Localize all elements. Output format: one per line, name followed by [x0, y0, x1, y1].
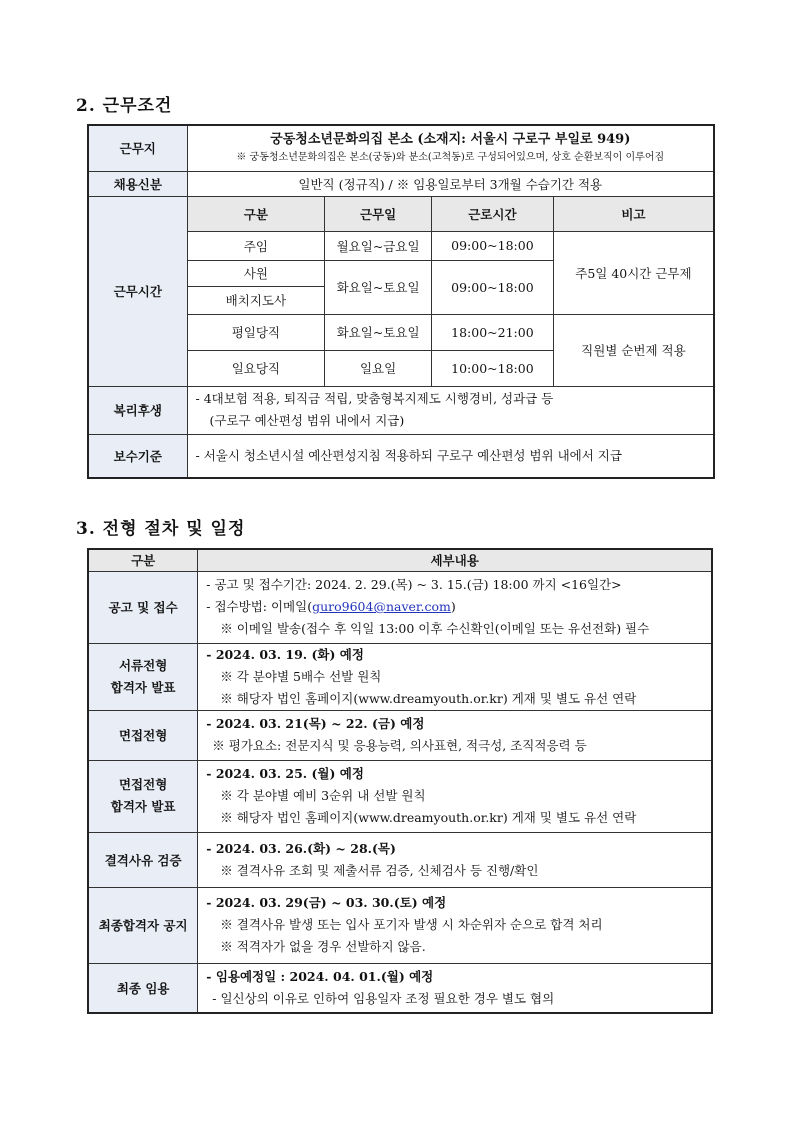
days-cell: 화요일~토요일: [325, 314, 432, 350]
workplace-main: 궁동청소년문화의집 본소 (소재지: 서울시 구로구 부일로 949): [270, 132, 631, 148]
selection-schedule-table: [87, 548, 713, 1014]
workplace-cell: [187, 125, 714, 171]
detail-line: ※ 해당자 법인 홈페이지(www.dreamyouth.or.kr) 게재 및 별도 유선 연락: [220, 690, 637, 706]
header-type: 구분: [88, 549, 198, 571]
hours-header-note: 비고: [553, 196, 714, 231]
days-cell: 월요일~금요일: [325, 231, 432, 260]
pay-value: - 서울시 청소년시설 예산편성지침 적용하되 구로구 예산편성 범위 내에서 지급: [187, 434, 714, 478]
step-label: 면접전형: [88, 710, 198, 760]
workplace-label: 근무지: [88, 125, 187, 171]
step-label: 면접전형 합격자 발표: [88, 760, 198, 832]
detail-line: ※ 각 분야별 예비 3순위 내 선발 원칙: [220, 788, 426, 803]
pay-label: 보수기준: [88, 434, 187, 478]
detail-line: ※ 평가요소: 전문지식 및 응용능력, 의사표현, 적극성, 조직적응력 등: [212, 738, 587, 753]
detail-line: - 2024. 03. 21(목) ~ 22. (금) 예정: [206, 716, 425, 731]
step-label: 공고 및 접수: [88, 571, 198, 643]
section-3-title: 3. 전형 절차 및 일정: [76, 519, 246, 539]
detail-line: ※ 해당자 법인 홈페이지(www.dreamyouth.or.kr) 게재 및 별도 유선 연락: [220, 810, 637, 825]
step-detail: [198, 963, 712, 1013]
time-cell: 10:00~18:00: [431, 350, 553, 386]
role-cell: 배치지도사: [187, 286, 325, 314]
step-detail: [198, 710, 712, 760]
role-cell: 평일당직: [187, 314, 325, 350]
step-label: 최종 임용: [88, 963, 198, 1013]
step-detail: [198, 832, 712, 887]
detail-line: - 2024. 03. 29(금) ~ 03. 30.(토) 예정: [206, 895, 447, 910]
employment-value: 일반직 (정규직) / ※ 임용일로부터 3개월 수습기간 적용: [187, 171, 714, 196]
detail-line: - 접수방법: 이메일(guro9604@naver.com): [206, 599, 456, 614]
detail-line: ※ 결격사유 발생 또는 입사 포기자 발생 시 차순위자 순으로 합격 처리: [220, 917, 603, 932]
step-detail: [198, 887, 712, 963]
welfare-label: 복리후생: [88, 386, 187, 434]
detail-line: ※ 결격사유 조회 및 제출서류 검증, 신체검사 등 진행/확인: [220, 862, 539, 878]
step-detail: [198, 571, 712, 643]
detail-line: - 2024. 03. 19. (화) 예정: [206, 646, 364, 662]
step-label: 결격사유 검증: [88, 832, 198, 887]
role-cell: 일요당직: [187, 350, 325, 386]
workplace-note: ※ 궁동청소년문화의집은 본소(궁동)와 분소(고척동)로 구성되어있으며, 상호 순환보직이 이루어짐: [236, 152, 665, 164]
note-cell: 주5일 40시간 근무제: [553, 231, 714, 314]
note-cell: 직원별 순번제 적용: [553, 314, 714, 386]
detail-line: - 임용예정일 : 2024. 04. 01.(월) 예정: [206, 968, 434, 984]
step-label: 서류전형 합격자 발표: [88, 643, 198, 710]
hours-header-type: 구분: [187, 196, 325, 231]
days-cell: 화요일~토요일: [325, 260, 432, 314]
time-cell: 09:00~18:00: [431, 231, 553, 260]
welfare-cell: [187, 386, 714, 434]
hours-header-time: 근로시간: [431, 196, 553, 231]
step-label: 최종합격자 공지: [88, 887, 198, 963]
detail-line: ※ 각 분야별 5배수 선발 원칙: [220, 668, 382, 684]
detail-line: - 공고 및 접수기간: 2024. 2. 29.(목) ~ 3. 15.(금) 18:00 까지 <16일간>: [206, 577, 622, 592]
welfare-line: - 4대보험 적용, 퇴직금 적립, 맞춤형복지제도 시행경비, 성과급 등: [195, 391, 554, 406]
detail-line: - 2024. 03. 26.(화) ~ 28.(목): [206, 840, 396, 856]
step-detail: [198, 643, 712, 710]
role-cell: 주임: [187, 231, 325, 260]
time-cell: 09:00~18:00: [431, 260, 553, 314]
header-detail: 세부내용: [198, 549, 712, 571]
work-conditions-table: [87, 124, 715, 479]
hours-label: 근무시간: [88, 196, 187, 386]
time-cell: 18:00~21:00: [431, 314, 553, 350]
days-cell: 일요일: [325, 350, 432, 386]
hours-header-days: 근무일: [325, 196, 432, 231]
welfare-line: (구로구 예산편성 범위 내에서 지급): [209, 413, 405, 428]
detail-line: - 일신상의 이유로 인하여 임용일자 조정 필요한 경우 별도 협의: [212, 990, 555, 1006]
detail-line: ※ 적격자가 없을 경우 선발하지 않음.: [220, 939, 426, 954]
section-2-title: 2. 근무조건: [76, 96, 173, 116]
detail-line: ※ 이메일 발송(접수 후 익일 13:00 이후 수신확인(이메일 또는 유선전화) 필수: [220, 621, 650, 636]
detail-line: - 2024. 03. 25. (월) 예정: [206, 766, 364, 781]
role-cell: 사원: [187, 260, 325, 286]
employment-label: 채용신분: [88, 171, 187, 196]
email-link[interactable]: guro9604@naver.com: [312, 599, 451, 614]
step-detail: [198, 760, 712, 832]
